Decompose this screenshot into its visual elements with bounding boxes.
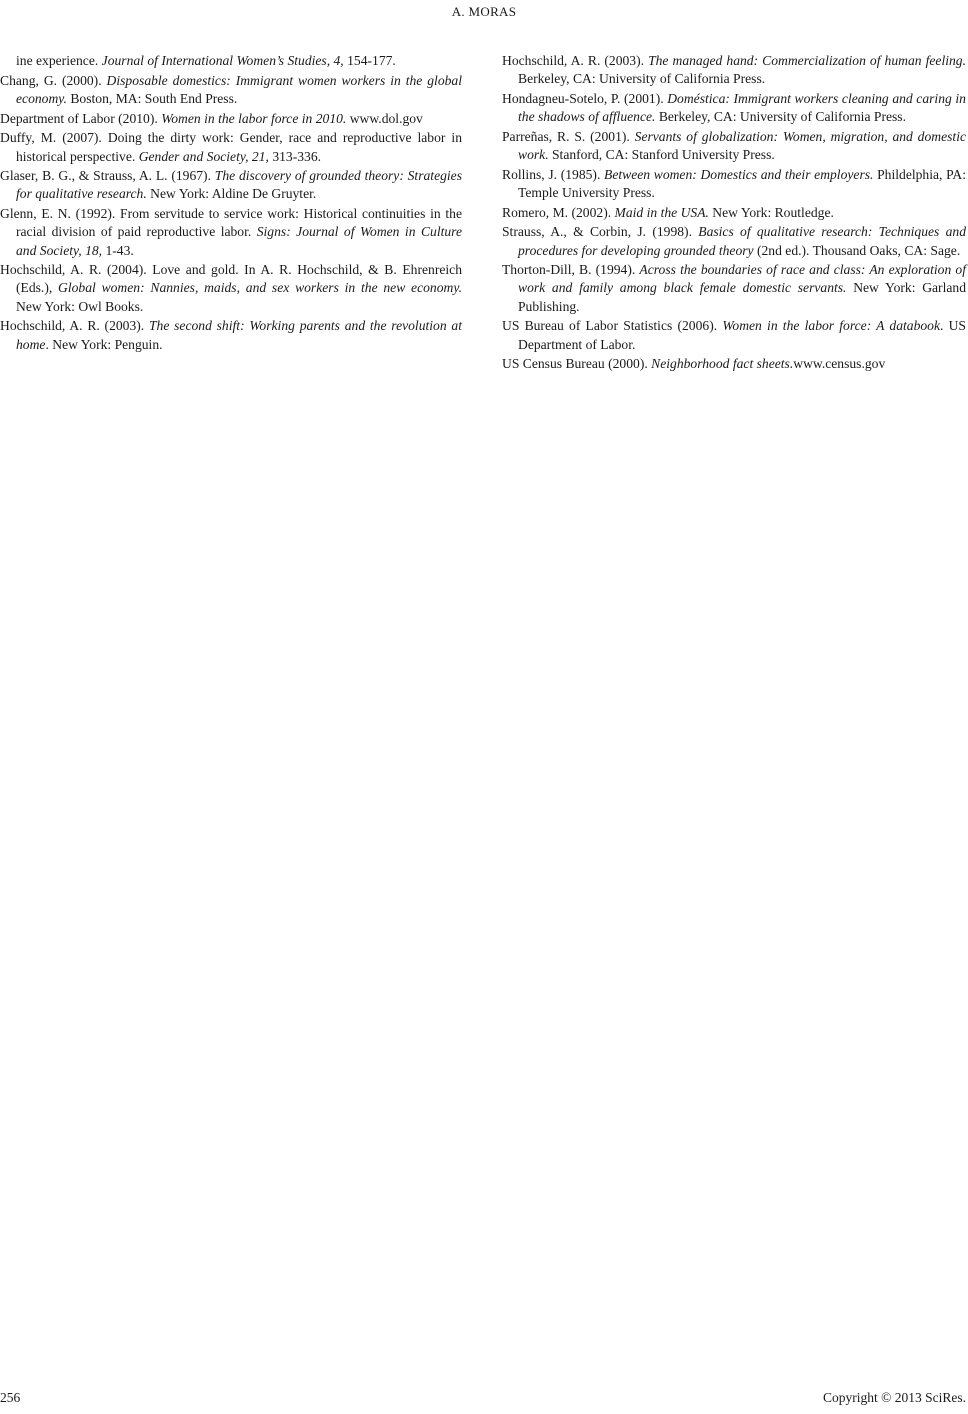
reference-text: Stanford, CA: Stanford University Press. [548,147,775,163]
reference-title: Global women: Nannies, maids, and sex workers in the new economy. [58,280,463,296]
reference-entry [502,261,966,316]
reference-text: Parreñas, R. S. (2001). [502,128,635,144]
reference-entry [0,129,462,165]
reference-entry [0,72,462,108]
reference-entry [502,223,966,259]
reference-text: (2nd ed.). Thousand Oaks, CA: Sage. [753,242,961,258]
reference-text: . US Department of Labor. [518,318,966,352]
reference-text: New York: Garland Publishing. [518,280,966,314]
reference-text: Duffy, M. (2007). Doing the dirty work: Gender, race and reproductive labor in historical perspective. [0,130,462,164]
reference-text: www.dol.gov [346,110,423,126]
reference-entry [502,90,966,126]
reference-text: Phildelphia, PA: Temple University Press. [518,166,967,200]
reference-title: Signs: Journal of Women in Culture and Society, 18, [16,224,462,258]
reference-text: Boston, MA: South End Press. [66,90,238,106]
reference-text: Hochschild, A. R. (2004). Love and gold. In A. R. Hochschild, & B. Ehrenreich (Eds.), [0,262,462,296]
reference-title: Disposable domestics: Immigrant women workers in the global economy. [16,72,462,106]
reference-entry [0,167,462,203]
reference-text: Hondagneu-Sotelo, P. (2001). [502,90,668,106]
reference-title: Servants of globalization: Women, migration, and domestic work. [518,128,967,163]
reference-title: Doméstica: Immigrant workers cleaning and caring in the shadows of affluence. [518,90,966,125]
reference-entry [502,128,966,164]
reference-text: Chang, G. (2000). [0,72,107,88]
reference-entry [0,110,462,128]
reference-text: US Census Bureau (2000). [502,356,652,372]
reference-title: Neighborhood fact sheets. [651,356,794,372]
reference-entry [0,52,462,70]
reference-entry [502,166,966,202]
reference-entry [502,317,966,353]
reference-title: The discovery of grounded theory: Strategies for qualitative research. [16,168,462,202]
reference-text: Berkeley, CA: University of California Press. [518,71,766,87]
reference-text: Glaser, B. G., & Strauss, A. L. (1967). [0,168,215,184]
reference-text: 154-177. [343,53,396,68]
reference-title: Maid in the USA. [614,204,709,220]
reference-text: Rollins, J. (1985). [502,166,605,182]
reference-text: Thorton-Dill, B. (1994). [502,262,640,278]
reference-text: www.census.gov [793,356,886,372]
reference-text: US Bureau of Labor Statistics (2006). [502,318,723,334]
reference-title: Across the boundaries of race and class: An exploration of work and family among black female domestic servants. [518,262,966,296]
reference-text: New York: Owl Books. [16,298,144,314]
references-right-column [502,52,966,375]
reference-entry [502,204,966,222]
reference-title: Gender and Society, 21, [138,148,269,164]
reference-text: 313-336. [268,148,322,164]
reference-text: Romero, M. (2002). [502,204,615,220]
reference-entry [0,261,462,316]
reference-text: Strauss, A., & Corbin, J. (1998). [502,224,699,240]
reference-text: 1-43. [102,242,134,258]
reference-title: Basics of qualitative research: Techniques and procedures for developing grounded theory [518,224,966,258]
reference-text: ine experience. [16,53,102,68]
reference-title: Women in the labor force: A databook [722,318,941,334]
reference-text: Department of Labor (2010). [0,110,162,126]
reference-text: . New York: Penguin. [45,336,163,352]
reference-title: Journal of International Women’s Studies, 4, [101,53,344,68]
reference-entry [502,355,966,373]
page-number: 256 [0,1390,21,1405]
reference-entry [0,317,462,353]
running-header: A. MORAS [451,4,517,19]
reference-title: Women in the labor force in 2010. [161,110,347,126]
reference-text: Hochschild, A. R. (2003). [0,318,149,334]
reference-text: Hochschild, A. R. (2003). [502,53,649,68]
reference-text: New York: Routledge. [708,204,834,220]
reference-text: Berkeley, CA: University of California Press. [655,109,906,125]
reference-title: The second shift: Working parents and the revolution at home [16,318,462,352]
reference-title: Between women: Domestics and their employers. [604,166,874,182]
reference-title: The managed hand: Commercialization of human feeling. [648,53,966,68]
reference-text: New York: Aldine De Gruyter. [146,186,317,202]
reference-text: Glenn, E. N. (1992). From servitude to service work: Historical continuities in the racial division of paid reproductive labor. [0,206,462,240]
reference-entry [0,205,462,260]
copyright-notice: Copyright © 2013 SciRes. [822,1390,966,1405]
reference-entry [502,52,966,88]
references-left-column [0,52,462,355]
